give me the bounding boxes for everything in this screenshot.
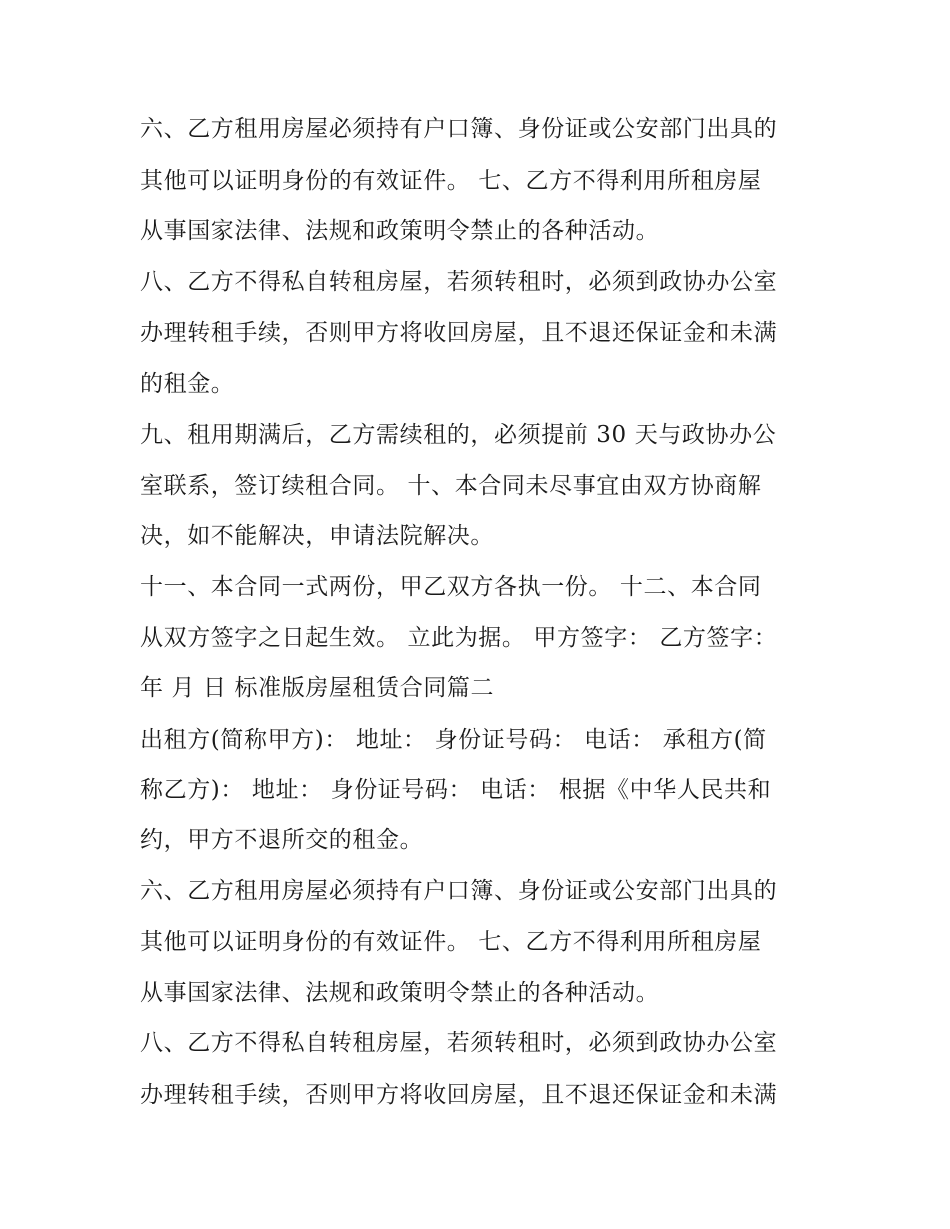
text-line: 的租金。 [140, 371, 235, 397]
text-line: 八、乙方不得私自转租房屋，若须转租时，必须到政协办公室 [140, 269, 778, 295]
text-line: 办理转租手续，否则甲方将收回房屋，且不退还保证金和未满 [140, 1082, 778, 1108]
text-line: 六、乙方租用房屋必须持有户口簿、身份证或公安部门出具的 [140, 116, 778, 142]
text-line: 从双方签字之日起生效。 立此为据。 甲方签字： 乙方签字： [140, 625, 778, 651]
text-line: 称乙方)： 地址： 身份证号码： 电话： 根据《中华人民共和 [140, 777, 772, 803]
text-line: 八、乙方不得私自转租房屋，若须转租时，必须到政协办公室 [140, 1030, 778, 1056]
text-line: 室联系，签订续租合同。 十、本合同未尽事宜由双方协商解 [140, 473, 762, 499]
text-line: 出租方(简称甲方)： 地址： 身份证号码： 电话： 承租方(简 [140, 727, 767, 753]
text-line: 办理转租手续，否则甲方将收回房屋，且不退还保证金和未满 [140, 320, 778, 346]
text-line: 六、乙方租用房屋必须持有户口簿、身份证或公安部门出具的 [140, 878, 778, 904]
text-line: 从事国家法律、法规和政策明令禁止的各种活动。 [140, 980, 660, 1006]
text-line: 九、租用期满后，乙方需续租的，必须提前 30 天与政协办公 [140, 422, 777, 448]
text-line: 约，甲方不退所交的租金。 [140, 827, 424, 853]
text-line: 其他可以证明身份的有效证件。 七、乙方不得利用所租房屋 [140, 168, 762, 194]
text-line: 其他可以证明身份的有效证件。 七、乙方不得利用所租房屋 [140, 929, 762, 955]
text-line: 十一、本合同一式两份，甲乙双方各执一份。 十二、本合同 [140, 574, 762, 600]
text-line: 年 月 日 标准版房屋租赁合同篇二 [140, 675, 495, 701]
text-line: 从事国家法律、法规和政策明令禁止的各种活动。 [140, 218, 660, 244]
text-line: 决，如不能解决，申请法院解决。 [140, 523, 494, 549]
